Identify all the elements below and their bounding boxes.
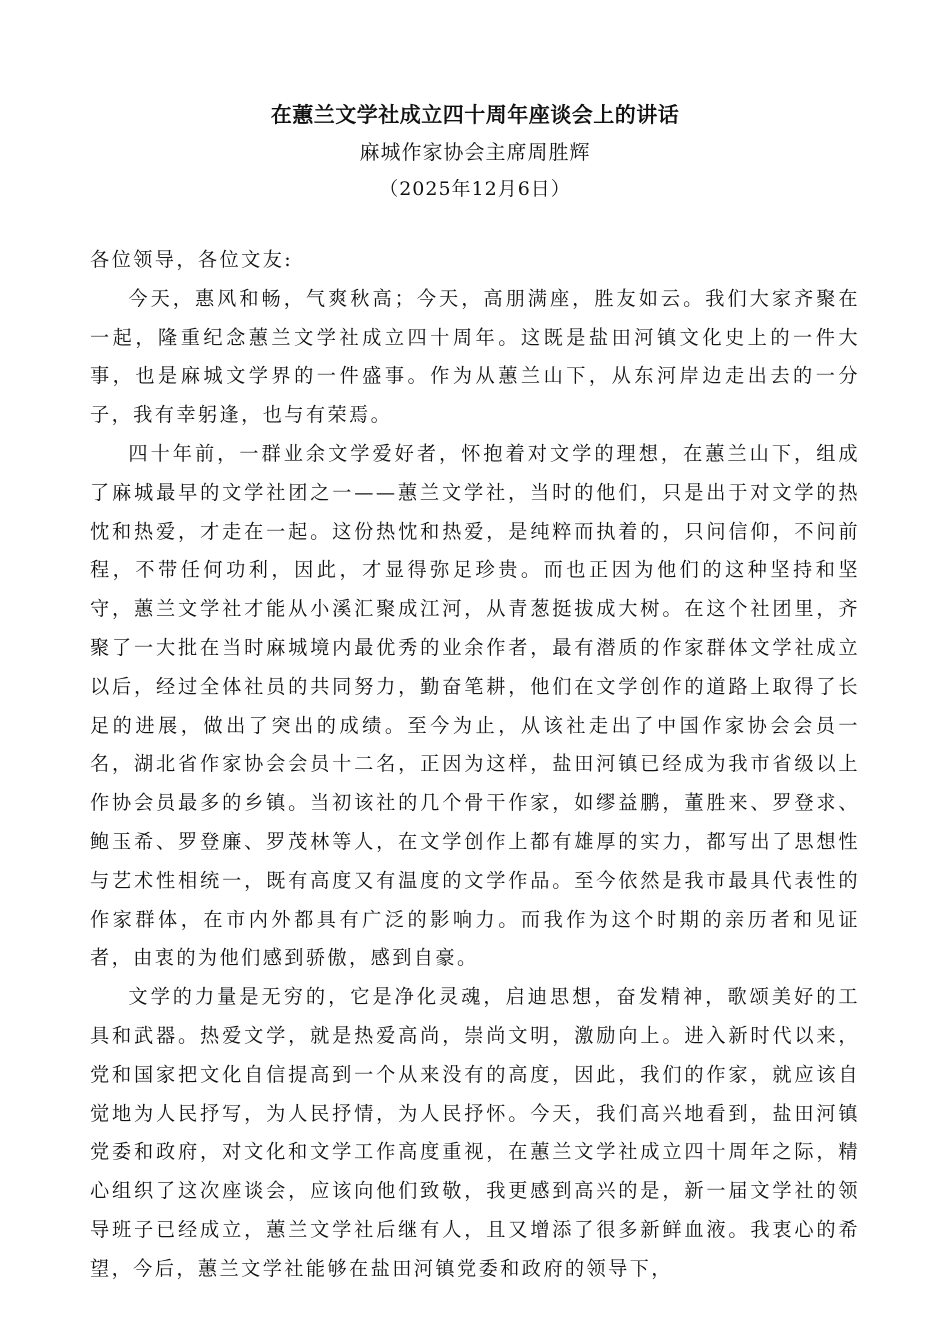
paragraph: 四十年前，一群业余文学爱好者，怀抱着对文学的理想，在蕙兰山下，组成了麻城最早的文学社团之一——蕙兰文学社，当时的他们，只是出于对文学的热忱和热爱，才走在一起。这份热忱和热爱，是纯粹而执着的，只问信仰，不问前程，不带任何功利，因此，才显得弥足珍贵。而也正因为他们的这种坚持和坚守，蕙兰文学社才能从小溪汇聚成江河，从青葱挺拔成大树。在这个社团里，齐聚了一大批在当时麻城境内最优秀的业余作者，最有潜质的作家群体文学社成立以后，经过全体社员的共同努力，勤奋笔耕，他们在文学创作的道路上取得了长足的进展，做出了突出的成绩。至今为止，从该社走出了中国作家协会会员一名，湖北省作家协会会员十二名，正因为这样，盐田河镇已经成为我市省级以上作协会员最多的乡镇。当初该社的几个骨干作家，如缪益鹏，董胜来、罗登求、鲍玉希、罗登廉、罗茂林等人，在文学创作上都有雄厚的实力，都写出了思想性与艺术性相统一，既有高度又有温度的文学作品。至今依然是我市最具代表性的作家群体，在市内外都具有广泛的影响力。而我作为这个时期的亲历者和见证者，由衷的为他们感到骄傲，感到自豪。: [90, 441, 860, 970]
date-line: （2025年12月6日）: [379, 178, 571, 200]
author-line: 麻城作家协会主席周胜辉: [359, 140, 591, 164]
paragraph: 今天，惠风和畅，气爽秋高；今天，高朋满座，胜友如云。我们大家齐聚在一起，隆重纪念蕙兰文学社成立四十周年。这既是盐田河镇文化史上的一件大事，也是麻城文学界的一件盛事。作为从蕙兰山下，从东河岸边走出去的一分子，我有幸躬逢，也与有荣焉。: [90, 286, 860, 427]
salutation: 各位领导，各位文友:: [90, 248, 294, 271]
document-header: [0, 96, 950, 207]
paragraph: 文学的力量是无穷的，它是净化灵魂，启迪思想，奋发精神，歌颂美好的工具和武器。热爱文学，就是热爱高尚，崇尚文明，激励向上。进入新时代以来，党和国家把文化自信提高到一个从来没有的高度，因此，我们的作家，就应该自觉地为人民抒写，为人民抒情，为人民抒怀。今天，我们高兴地看到，盐田河镇党委和政府，对文化和文学工作高度重视，在蕙兰文学社成立四十周年之际，精心组织了这次座谈会，应该向他们致敬，我更感到高兴的是，新一届文学社的领导班子已经成立，蕙兰文学社后继有人，且又增添了很多新鲜血液。我衷心的希望，今后，蕙兰文学社能够在盐田河镇党委和政府的领导下，: [90, 985, 860, 1280]
speech-title: 在蕙兰文学社成立四十周年座谈会上的讲话: [270, 102, 680, 127]
speech-body: [90, 241, 860, 1289]
